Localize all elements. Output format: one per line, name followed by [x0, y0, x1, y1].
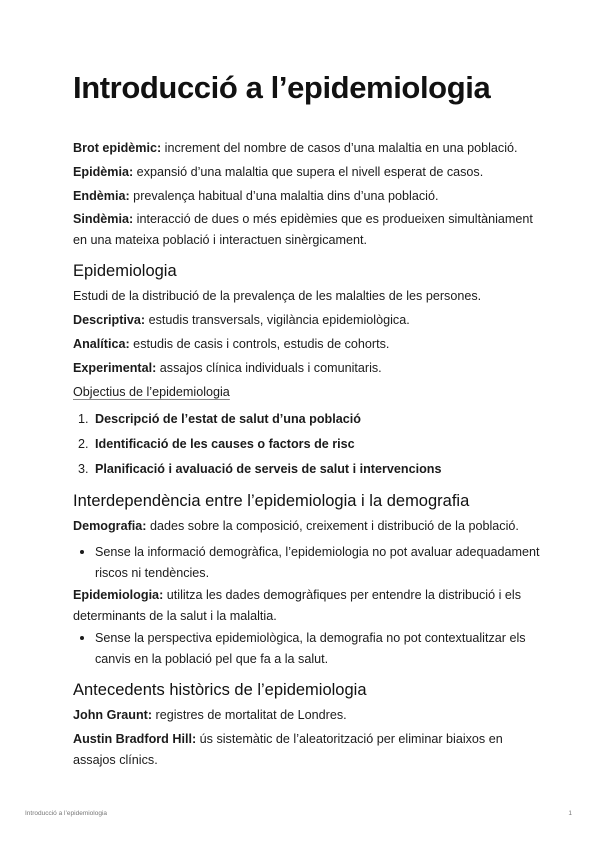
bullet-icon [80, 550, 84, 554]
term-label: Brot epidèmic: [73, 141, 162, 155]
list-item-text: Planificació i avaluació de serveis de salut i intervencions [95, 462, 442, 476]
definition-text: estudis transversals, vigilància epidemiològica. [145, 313, 410, 327]
epidemiologia-role [73, 585, 543, 627]
term-label: Austin Bradford Hill: [73, 732, 197, 746]
term-label: Endèmia: [73, 189, 130, 203]
term-label: Experimental: [73, 361, 157, 375]
section-heading-interdependencia: Interdependència entre l’epidemiologia i la demografia [73, 492, 470, 510]
term-label: Sindèmia: [73, 212, 134, 226]
term-label: Descriptiva: [73, 313, 146, 327]
objectives-list [73, 407, 441, 482]
list-item [73, 432, 441, 457]
term-label: Demografia: [73, 519, 147, 533]
list-item-text: Identificació de les causes o factors de risc [95, 437, 355, 451]
list-item [73, 407, 441, 432]
page-title: Introducció a l’epidemiologia [73, 70, 491, 105]
definition-text: expansió d’una malaltia que supera el nivell esperat de casos. [133, 165, 484, 179]
definition-text: increment del nombre de casos d’una malaltia en una població. [161, 141, 518, 155]
list-item-text: Descripció de l’estat de salut d’una població [95, 412, 361, 426]
term-label: Epidèmia: [73, 165, 134, 179]
term-label: Epidemiologia: [73, 588, 164, 602]
antecedent-hill [73, 729, 543, 771]
definition-text: prevalença habitual d’una malaltia dins d’una població. [129, 189, 439, 203]
type-analitica [73, 334, 543, 355]
definition-text: registres de mortalitat de Londres. [152, 708, 347, 722]
definition-epidemia [73, 162, 543, 183]
bullet-item [73, 542, 545, 584]
definition-text: interacció de dues o més epidèmies que es produeixen simultàniament en una mateixa població i interactuen sinèrgicament. [73, 212, 533, 247]
definition-text: dades sobre la composició, creixement i distribució de la població. [146, 519, 519, 533]
epidemiologia-definition: Estudi de la distribució de la prevalença de les malalties de les persones. [73, 289, 482, 303]
section-heading-antecedents: Antecedents històrics de l’epidemiologia [73, 681, 367, 699]
list-number: 1. [78, 412, 89, 426]
definition-text: estudis de casis i controls, estudis de cohorts. [129, 337, 390, 351]
definition-text: assajos clínica individuals i comunitaris. [156, 361, 382, 375]
demografia-definition [73, 516, 543, 537]
definition-brot [73, 138, 543, 159]
section-heading-epidemiologia: Epidemiologia [73, 262, 177, 280]
definition-text: ús sistemàtic de l’aleatorització per eliminar biaixos en assajos clínics. [73, 732, 503, 767]
definition-endemia [73, 186, 543, 207]
list-number: 3. [78, 462, 89, 476]
bullet-icon [80, 636, 84, 640]
type-experimental [73, 358, 543, 379]
list-item [73, 457, 441, 482]
bullet-text: Sense la perspectiva epidemiològica, la demografia no pot contextualitzar els canvis en la població pel que fa a la salut. [95, 631, 526, 666]
bullet-item [73, 628, 545, 670]
objectives-link-text[interactable]: Objectius de l’epidemiologia [73, 385, 230, 399]
footer-page-number: 1 [568, 810, 572, 817]
definition-text: utilitza les dades demogràfiques per entendre la distribució i els determinants de la salut i la malaltia. [73, 588, 521, 623]
objectives-link[interactable] [73, 382, 543, 403]
definition-sindemia [73, 209, 543, 251]
term-label: Analítica: [73, 337, 130, 351]
type-descriptiva [73, 310, 543, 331]
list-number: 2. [78, 437, 89, 451]
bullet-text: Sense la informació demogràfica, l’epidemiologia no pot avaluar adequadament riscos ni tendències. [95, 545, 540, 580]
antecedent-graunt [73, 705, 543, 726]
footer-document-title: Introducció a l’epidemiologia [25, 810, 108, 817]
term-label: John Graunt: [73, 708, 153, 722]
